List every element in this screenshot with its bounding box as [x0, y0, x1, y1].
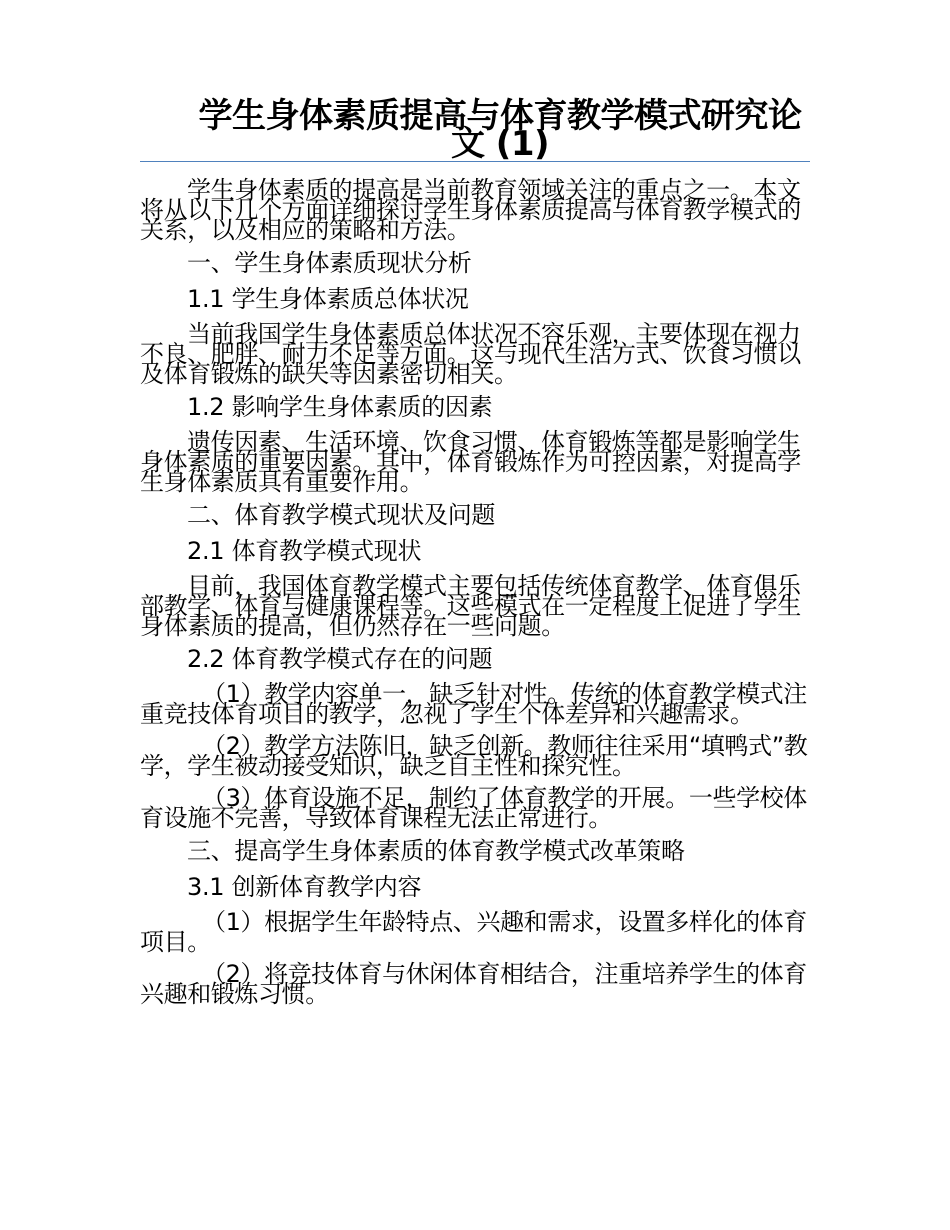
paragraph: 遗传因素、生活环境、饮食习惯、体育锻炼等都是影响学生身体素质的重要因素。其中，体育锻炼作为可控因素，对提高学生身体素质具有重要作用。	[140, 428, 801, 496]
list-item: （3）体育设施不足，制约了体育教学的开展。一些学校体育设施不完善，导致体育课程无法正常进行。	[140, 784, 807, 832]
subsection-heading: 1.1 学生身体素质总体状况	[187, 285, 469, 313]
section-heading: 三、提高学生身体素质的体育教学模式改革策略	[187, 837, 685, 865]
list-item: （2）将竞技体育与休闲体育相结合，注重培养学生的体育兴趣和锻炼习惯。	[140, 960, 807, 1008]
paragraph: 当前我国学生身体素质总体状况不容乐观，主要体现在视力不良、肥胖、耐力不足等方面。这与现代生活方式、饮食习惯以及体育锻炼的缺失等因素密切相关。	[140, 320, 801, 388]
list-item: （1）根据学生年龄特点、兴趣和需求，设置多样化的体育项目。	[140, 908, 807, 956]
section-heading: 一、学生身体素质现状分析	[187, 249, 472, 277]
subsection-heading: 2.2 体育教学模式存在的问题	[187, 645, 493, 673]
subsection-heading: 2.1 体育教学模式现状	[187, 537, 422, 565]
list-item: （2）教学方法陈旧，缺乏创新。教师往往采用“填鸭式”教学，学生被动接受知识，缺乏自主性和探究性。	[140, 732, 808, 780]
subsection-heading: 1.2 影响学生身体素质的因素	[187, 393, 493, 421]
paragraph: 学生身体素质的提高是当前教育领域关注的重点之一。本文将从以下几个方面详细探讨学生身体素质提高与体育教学模式的关系，以及相应的策略和方法。	[140, 176, 801, 244]
section-heading: 二、体育教学模式现状及问题	[187, 501, 496, 529]
title-underline	[140, 161, 810, 162]
subsection-heading: 3.1 创新体育教学内容	[187, 873, 422, 901]
page-title: 学生身体素质提高与体育教学模式研究论文 (1)	[198, 96, 802, 164]
list-item: （1）教学内容单一，缺乏针对性。传统的体育教学模式注重竞技体育项目的教学，忽视了学生个体差异和兴趣需求。	[140, 680, 807, 728]
document-body	[140, 176, 810, 1008]
paragraph: 目前，我国体育教学模式主要包括传统体育教学、体育俱乐部教学、体育与健康课程等。这些模式在一定程度上促进了学生身体素质的提高，但仍然存在一些问题。	[140, 572, 801, 640]
